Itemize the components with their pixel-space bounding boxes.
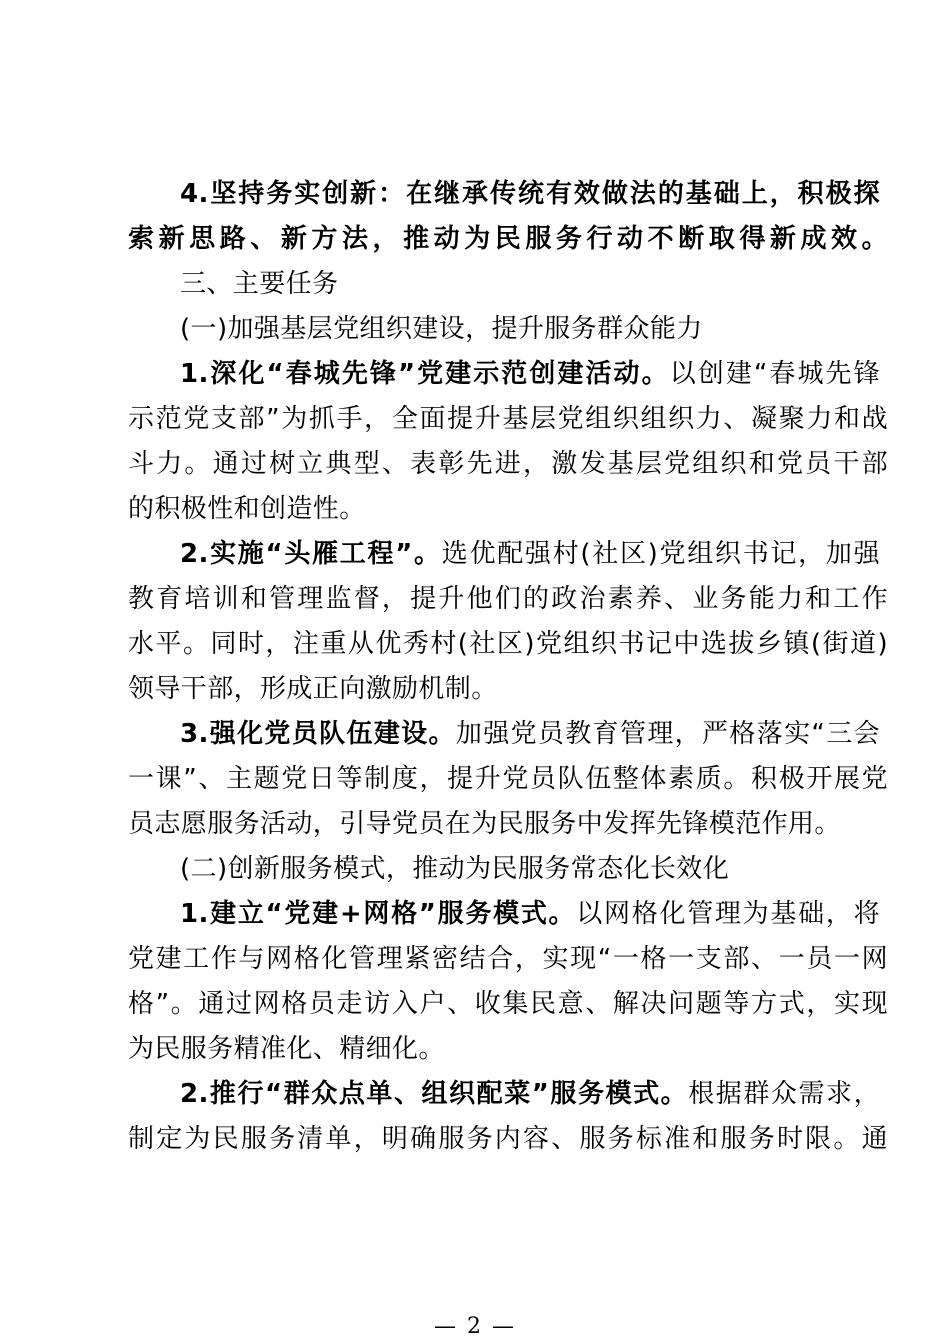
item-2-2-line-2: 制定为民服务清单，明确服务内容、服务标准和服务时限。通 [128, 1124, 888, 1154]
item-1-2-line-3: 水平。同时，注重从优秀村(社区)党组织书记中选拔乡镇(街道) [128, 629, 888, 659]
item-2-1-line-1-rest: 以网格化管理为基础，将 [576, 899, 880, 929]
item-1-1-line-4: 的积极性和创造性。 [128, 494, 366, 524]
item-1-1-lead: 1.深化“春城先锋”党建示范创建活动。 [180, 359, 670, 389]
principle-4-line-2: 索新思路、新方法，推动为民服务行动不断取得新成效。 [128, 224, 888, 254]
item-1-2-lead: 2.实施“头雁工程”。 [180, 539, 442, 569]
item-1-2-line-1-rest: 选优配强村(社区)党组织书记，加强 [441, 539, 880, 569]
subsection-heading-one: (一)加强基层党组织建设，提升服务群众能力 [180, 314, 703, 344]
section-heading-main-tasks: 三、主要任务 [180, 269, 339, 299]
item-2-1-line-2: 党建工作与网格化管理紧密结合，实现“一格一支部、一员一网 [128, 944, 888, 974]
item-1-2-line-4: 领导干部，形成正向激励机制。 [128, 674, 498, 704]
item-2-2-line-1 [180, 1072, 880, 1116]
item-2-1-line-3: 格”。通过网格员走访入户、收集民意、解决问题等方式，实现 [128, 989, 888, 1019]
item-1-3-line-3: 员志愿服务活动，引导党员在为民服务中发挥先锋模范作用。 [128, 809, 841, 839]
principle-4-line-1: 4.坚持务实创新：在继承传统有效做法的基础上，积极探 [180, 179, 880, 209]
item-1-1-line-2: 示范党支部”为抓手，全面提升基层党组织组织力、凝聚力和战 [128, 404, 888, 434]
item-2-1-line-4: 为民服务精准化、精细化。 [128, 1034, 445, 1064]
item-2-1-line-1 [180, 892, 880, 936]
item-1-3-line-1 [180, 712, 880, 756]
item-2-2-line-1-rest: 根据群众需求， [688, 1079, 880, 1109]
page-number: — 2 — [434, 1314, 516, 1339]
item-2-1-lead: 1.建立“党建+网格”服务模式。 [180, 899, 577, 929]
item-1-3-line-2: 一课”、主题党日等制度，提升党员队伍整体素质。积极开展党 [128, 764, 888, 794]
item-1-1-line-1-rest: 以创建“春城先锋 [669, 359, 880, 389]
item-1-1-line-1 [180, 352, 880, 396]
item-1-3-lead: 3.强化党员队伍建设。 [180, 719, 456, 749]
item-1-1-line-3: 斗力。通过树立典型、表彰先进，激发基层党组织和党员干部 [128, 449, 888, 479]
item-1-2-line-2: 教育培训和管理监督，提升他们的政治素养、业务能力和工作 [128, 584, 888, 614]
item-1-2-line-1 [180, 532, 880, 576]
item-2-2-lead: 2.推行“群众点单、组织配菜”服务模式。 [180, 1079, 689, 1109]
item-1-3-line-1-rest: 加强党员教育管理，严格落实“三会 [455, 719, 880, 749]
subsection-heading-two: (二)创新服务模式，推动为民服务常态化长效化 [180, 854, 730, 884]
